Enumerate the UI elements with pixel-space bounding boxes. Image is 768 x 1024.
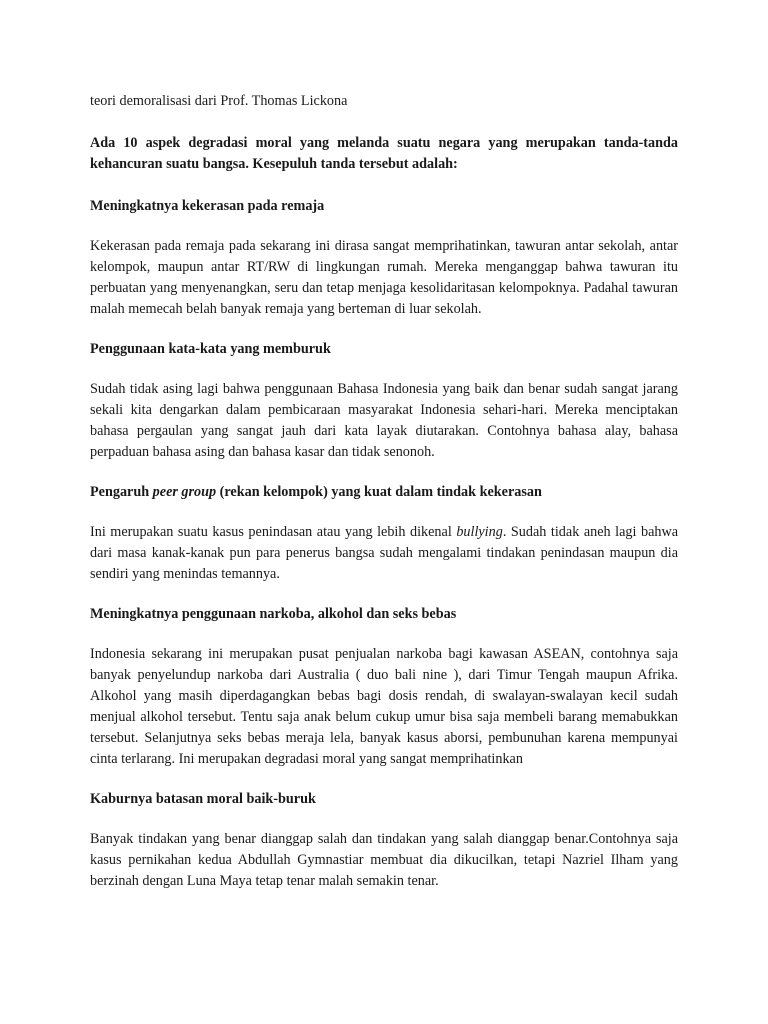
section-heading [90, 482, 678, 503]
intro-line: teori demoralisasi dari Prof. Thomas Lickona [90, 93, 348, 109]
body-text: Ini merupakan suatu kasus penindasan atau yang lebih dikenal [90, 524, 457, 540]
heading-text: (rekan kelompok) yang kuat dalam tindak kekerasan [216, 484, 542, 500]
heading-emphasis: peer group [152, 484, 217, 500]
section-heading: Meningkatnya penggunaan narkoba, alkohol dan seks bebas [90, 606, 457, 622]
lead-paragraph: Ada 10 aspek degradasi moral yang melanda suatu negara yang merupakan tanda-tanda kehancuran suatu bangsa. Kesepuluh tanda tersebut adalah: [90, 135, 678, 172]
document-content [90, 91, 678, 911]
section-heading: Kaburnya batasan moral baik-buruk [90, 791, 316, 807]
section-body: Sudah tidak asing lagi bahwa penggunaan Bahasa Indonesia yang baik dan benar sudah sangat jarang sekali kita dengarkan dalam pembicaraan masyarakat Indonesia sehari-hari. Mereka menciptakan bahasa pergaulan yang sangat jauh dari kata layak diutarakan. Contohnya bahasa alay, bahasa perpaduan bahasa asing dan bahasa kasar dan tidak senonoh. [90, 381, 678, 460]
body-emphasis: bullying [456, 524, 503, 540]
section-heading: Meningkatnya kekerasan pada remaja [90, 198, 325, 214]
body-text: . Sudah tidak aneh lagi bahwa dari masa kanak-kanak pun para penerus bangsa sudah mengalami tindakan penindasan maupun dia sendiri yang menindas temannya. [90, 524, 678, 582]
heading-text: Pengaruh [90, 484, 153, 500]
section-body: Kekerasan pada remaja pada sekarang ini dirasa sangat memprihatinkan, tawuran antar sekolah, antar kelompok, maupun antar RT/RW di lingkungan rumah. Mereka menganggap bahwa tawuran itu perbuatan yang menyenangkan, seru dan tetap menjaga kesolidaritasan kelompoknya. Padahal tawuran malah memecah belah banyak remaja yang berteman di luar sekolah. [90, 238, 678, 317]
section-body: Banyak tindakan yang benar dianggap salah dan tindakan yang salah dianggap benar.Contohnya saja kasus pernikahan kedua Abdullah Gymnastiar membuat dia dikucilkan, tetapi Nazriel Ilham yang berzinah dengan Luna Maya tetap tenar malah semakin tenar. [90, 831, 678, 889]
section-body: Indonesia sekarang ini merupakan pusat penjualan narkoba bagi kawasan ASEAN, contohnya saja banyak penyelundup narkoba dari Australia ( duo bali nine ), dari Timur Tengah maupun Afrika. Alkohol yang masih diperdagangkan bebas bagi dosis rendah, di swalayan-swalayan kecil sudah menjual alkohol tersebut. Tentu saja anak belum cukup umur bisa saja membeli barang memabukkan tersebut. Selanjutnya seks bebas meraja lela, banyak kasus aborsi, pembunuhan karena mempunyai cinta terlarang. Ini merupakan degradasi moral yang sangat memprihatinkan [90, 646, 678, 767]
section-body [90, 522, 678, 585]
section-heading: Penggunaan kata-kata yang memburuk [90, 341, 331, 357]
